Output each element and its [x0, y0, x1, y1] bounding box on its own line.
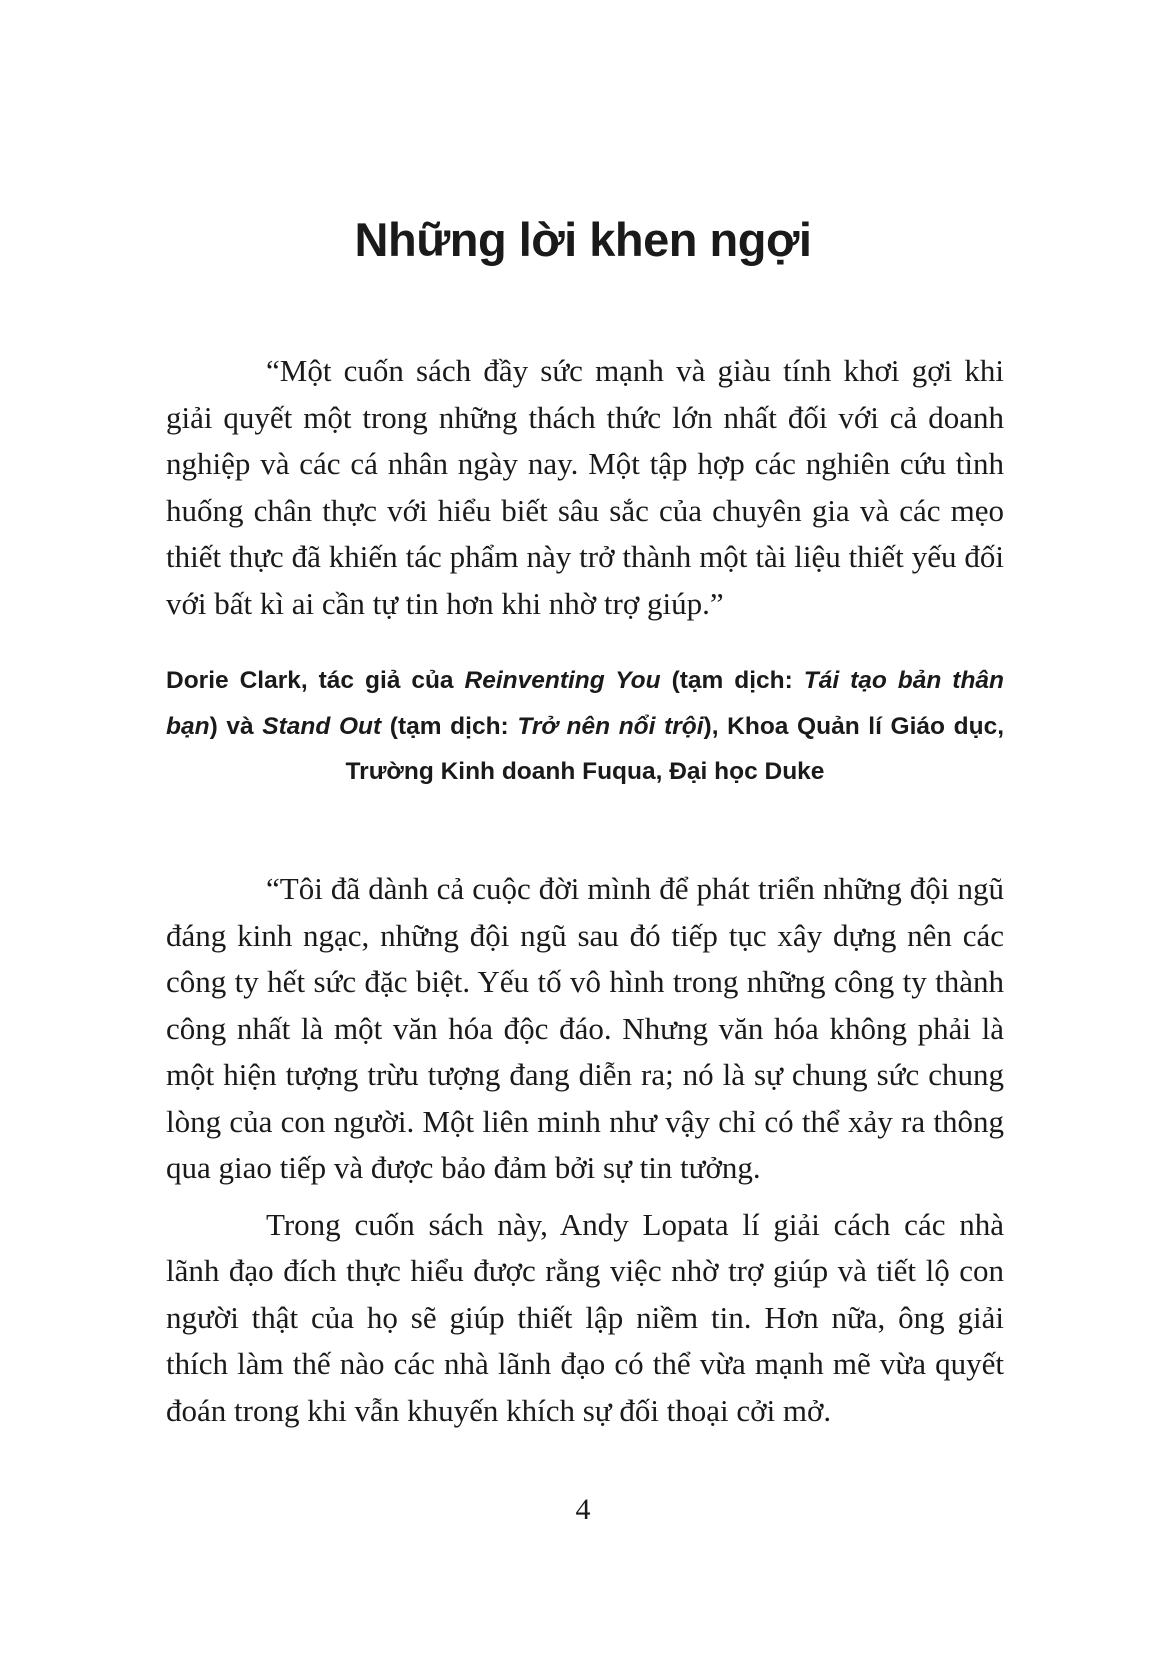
book-title-translation: Trở nên nổi trội	[517, 712, 704, 740]
attribution-text: Dorie Clark, tác giả của	[166, 667, 465, 694]
testimonial-quote-1	[166, 348, 1004, 627]
book-title-translation: Tái tạo bản thân bạn	[166, 667, 1005, 740]
attribution-text: (tạm dịch:	[660, 667, 804, 694]
attribution-text: (tạm dịch:	[381, 712, 518, 740]
testimonial-attribution-1	[166, 658, 1004, 795]
page-number: 4	[575, 1493, 591, 1526]
quote-paragraph: “Một cuốn sách đầy sức mạnh và giàu tính khơi gợi khi giải quyết một trong những thách thức lớn nhất đối với cả doanh nghiệp và các cá nhân ngày nay. Một tập hợp các nghiên cứu tình huống chân thực với hiểu biết sâu sắc của chuyên gia và các mẹo thiết thực đã khiến tác phẩm này trở thành một tài liệu thiết yếu đối với bất kì ai cần tự tin hơn khi nhờ trợ giúp.”	[166, 353, 1004, 621]
testimonial-quote-2	[166, 866, 1004, 1434]
quote-paragraph: “Tôi đã dành cả cuộc đời mình để phát triển những đội ngũ đáng kinh ngạc, những đội ngũ sau đó tiếp tục xây dựng nên các công ty hết sức đặc biệt. Yếu tố vô hình trong những công ty thành công nhất là một văn hóa độc đáo. Nhưng văn hóa không phải là một hiện tượng trừu tượng đang diễn ra; nó là sự chung sức chung lòng của con người. Một liên minh như vậy chỉ có thể xảy ra thông qua giao tiếp và được bảo đảm bởi sự tin tưởng.	[166, 871, 1004, 1185]
quote-paragraph: Trong cuốn sách này, Andy Lopata lí giải cách các nhà lãnh đạo đích thực hiểu được rằng việc nhờ trợ giúp và tiết lộ con người thật của họ sẽ giúp thiết lập niềm tin. Hơn nữa, ông giải thích làm thế nào các nhà lãnh đạo có thể vừa mạnh mẽ vừa quyết đoán trong khi vẫn khuyến khích sự đối thoại cởi mở.	[166, 1206, 1004, 1428]
attribution-text: ), Khoa Quản lí Giáo dục, Trường Kinh doanh Fuqua, Đại học Duke	[345, 712, 1005, 785]
book-title: Stand Out	[262, 712, 382, 740]
book-title: Reinventing You	[464, 667, 661, 694]
page-title: Những lời khen ngợi	[354, 213, 812, 266]
attribution-text: ) và	[209, 712, 263, 740]
